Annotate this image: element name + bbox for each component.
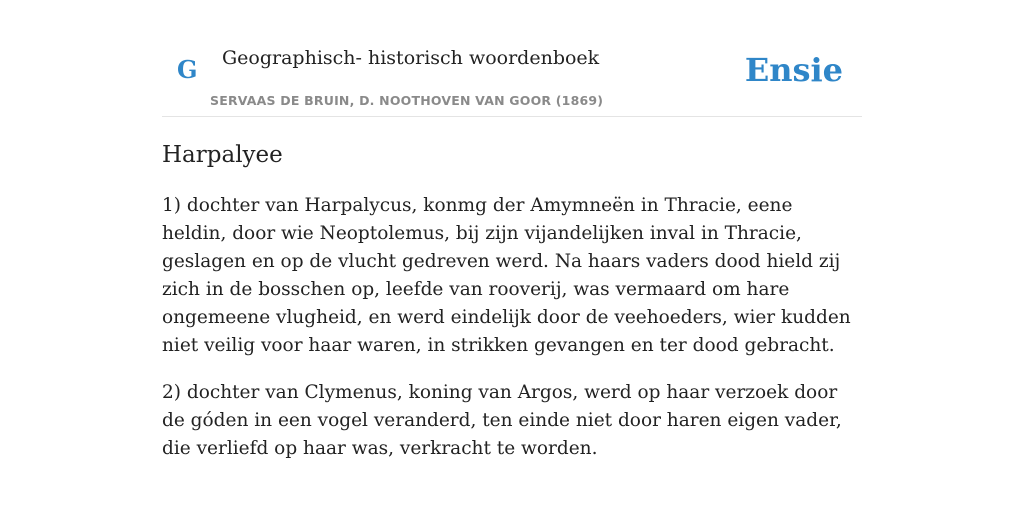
entry-paragraph-1: 1) dochter van Harpalycus, konmg der Amymneën in Thracie, eene heldin, door wie Neoptolemus, bij zijn vijandelijken inval in Thracie, geslagen en op de vlucht gedreven werd. Na haars vaders dood hield zij zich in de bosschen op, leefde van rooverij, was vermaard om hare ongemeene vlugheid, en werd eindelijk door de veehoeders, wier kudden niet veilig voor haar waren, in strikken gevangen en ter dood gebracht. (162, 195, 851, 356)
book-header (162, 0, 862, 117)
book-title-link[interactable]: Geographisch- historisch woordenboek (222, 47, 600, 69)
entry-content (162, 138, 862, 463)
entry-title: Harpalyee (162, 142, 283, 168)
ensie-logo-link[interactable]: Ensie (744, 51, 843, 89)
book-letter-badge[interactable]: G (177, 55, 198, 84)
book-author: SERVAAS DE BRUIN, D. NOOTHOVEN VAN GOOR (1869) (210, 93, 604, 108)
entry-paragraph-2: 2) dochter van Clymenus, koning van Argos, werd op haar verzoek door de góden in een vogel veranderd, ten einde niet door haren eigen vader, die verliefd op haar was, verkracht te worden. (162, 382, 842, 459)
